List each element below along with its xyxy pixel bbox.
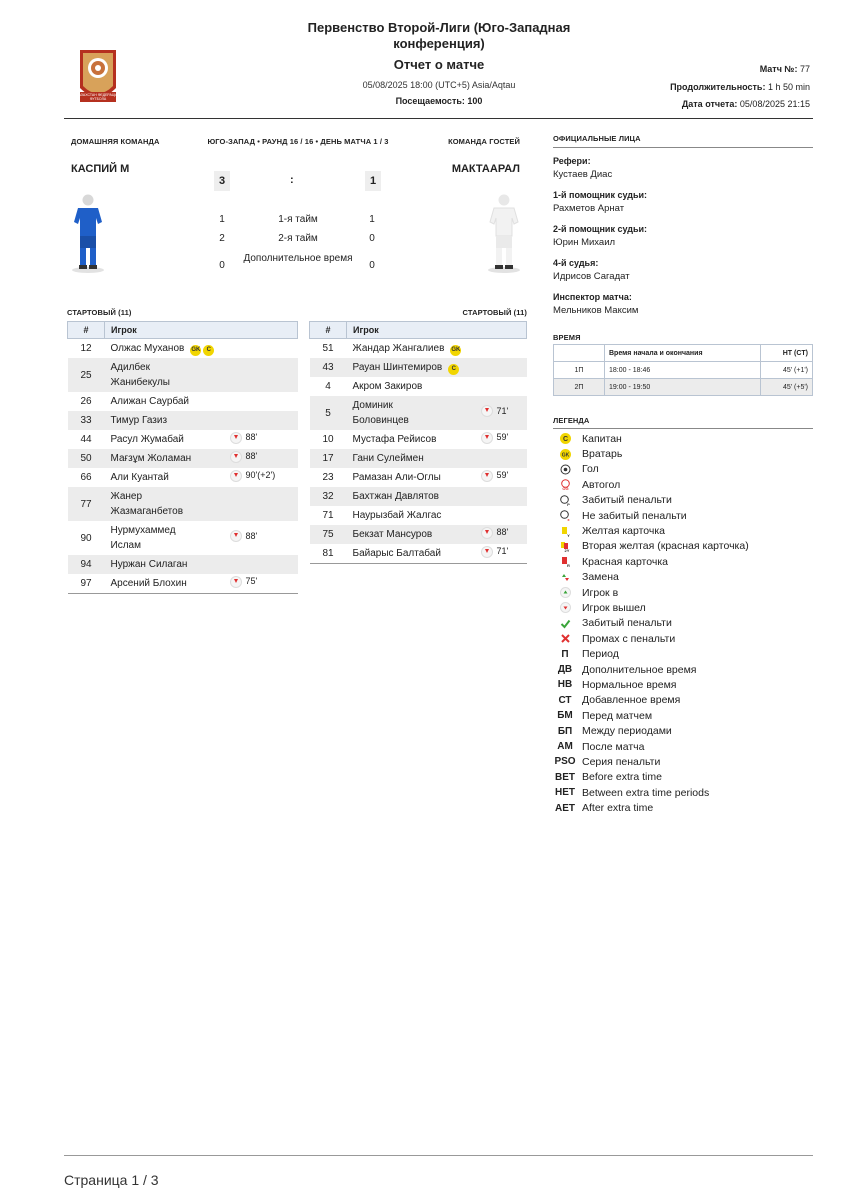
player-name-cell xyxy=(347,430,481,449)
event-minute: 88' xyxy=(245,530,258,541)
player-event-cell xyxy=(481,449,527,468)
yellow-card-icon xyxy=(553,526,577,537)
legend-text: Не забитый пенальти xyxy=(582,509,687,522)
col-ht: HT (CT) xyxy=(760,345,812,362)
player-number: 23 xyxy=(322,472,334,483)
time-table xyxy=(553,344,813,396)
player-event-cell xyxy=(481,358,527,377)
legend-text: Игрок в xyxy=(582,586,619,599)
time-period: 1П xyxy=(554,362,605,379)
player-out-icon xyxy=(481,432,493,444)
player-name-cell xyxy=(347,487,481,506)
player-out-icon xyxy=(481,527,493,539)
player-event-cell xyxy=(230,358,298,392)
player-event-cell xyxy=(481,506,527,525)
player-number: 71 xyxy=(322,510,334,521)
score-separator: : xyxy=(290,174,294,186)
official-entry xyxy=(553,155,813,181)
player-name: Адилбек Жанибекулы xyxy=(110,362,170,388)
player-row xyxy=(310,377,527,396)
player-event-cell xyxy=(481,487,527,506)
player-row xyxy=(310,358,527,377)
penalty-missed-icon xyxy=(553,510,577,521)
player-row xyxy=(68,449,298,468)
legend-item xyxy=(553,646,813,661)
player-out-icon xyxy=(230,530,242,542)
svg-text:x: x xyxy=(566,517,570,522)
red-card-icon xyxy=(553,556,577,567)
legend-item xyxy=(553,493,813,508)
legend-item xyxy=(553,570,813,585)
player-event-cell xyxy=(230,555,298,574)
player-name: Доминик Боловинцев xyxy=(352,400,409,426)
legend-text: После матча xyxy=(582,740,645,753)
player-name-cell xyxy=(105,411,230,430)
time-title: ВРЕМЯ xyxy=(553,333,581,342)
player-name-cell xyxy=(347,358,481,377)
match-number: Матч №: 77 xyxy=(759,64,810,74)
legend-abbr: НВ xyxy=(557,679,573,691)
away-lineup-table xyxy=(309,321,527,564)
player-name: Байарыс Балтабай xyxy=(352,548,441,559)
player-event-cell xyxy=(230,487,298,521)
player-name: Гани Сулеймен xyxy=(352,453,424,464)
legend-item xyxy=(553,446,813,461)
player-name-cell xyxy=(105,339,230,359)
player-row xyxy=(310,339,527,359)
col-number: # xyxy=(68,322,105,339)
player-number: 12 xyxy=(80,343,92,354)
player-number: 94 xyxy=(68,555,105,574)
period-label-2: 2-я тайм xyxy=(278,233,318,244)
period-label-3: Дополнительное время xyxy=(243,253,353,264)
legend-abbr: СТ xyxy=(558,694,572,706)
player-number: 33 xyxy=(68,411,105,430)
player-name-cell xyxy=(105,574,230,594)
time-ht: 45' (+5') xyxy=(760,379,812,396)
period-away-3: 0 xyxy=(369,260,375,271)
legend-abbr: АМ xyxy=(557,741,573,752)
official-entry xyxy=(553,291,813,317)
legend-item xyxy=(553,693,813,708)
player-row xyxy=(310,525,527,544)
period-home-3: 0 xyxy=(219,260,225,271)
page-title: Первенство Второй-Лиги (Юго-Западная конференция) xyxy=(307,20,571,51)
player-number: 43 xyxy=(310,358,347,377)
match-duration: Продолжительность: 1 h 50 min xyxy=(670,82,810,92)
away-kit-icon xyxy=(486,192,522,279)
legend-text: Серия пенальти xyxy=(582,755,661,768)
player-row xyxy=(68,555,298,574)
player-out-event xyxy=(481,525,509,540)
second-yellow-icon xyxy=(553,541,577,552)
player-event-cell xyxy=(481,339,527,359)
player-out-icon xyxy=(230,432,242,444)
player-name-cell xyxy=(347,449,481,468)
legend-item xyxy=(553,585,813,600)
player-row xyxy=(310,468,527,487)
match-datetime: 05/08/2025 18:00 (UTC+5) Asia/Aqtau xyxy=(362,80,516,90)
player-number: 75 xyxy=(310,525,347,544)
time-row xyxy=(554,379,813,396)
legend-text: Дополнительное время xyxy=(582,663,697,676)
legend-item xyxy=(553,770,813,785)
player-name-cell xyxy=(347,468,481,487)
goalkeeper-badge-icon: GK xyxy=(190,345,201,356)
home-lineup-label: СТАРТОВЫЙ (11) xyxy=(67,308,132,317)
time-period: 2П xyxy=(554,379,605,396)
shootout-missed-icon xyxy=(553,633,577,644)
officials-title: ОФИЦИАЛЬНЫЕ ЛИЦА xyxy=(553,134,641,143)
player-event-cell xyxy=(230,468,298,487)
player-number: 81 xyxy=(322,548,334,559)
time-range: 19:00 - 19:50 xyxy=(605,379,761,396)
player-name-cell xyxy=(105,555,230,574)
player-number: 25 xyxy=(68,358,105,392)
player-out-icon xyxy=(230,451,242,463)
player-name: Наурызбай Жалгас xyxy=(352,510,442,521)
official-role: 4-й судья: xyxy=(553,258,599,268)
player-name: Арсений Блохин xyxy=(110,578,187,589)
player-row xyxy=(310,506,527,525)
player-number: 10 xyxy=(322,434,334,445)
player-name-cell xyxy=(105,358,230,392)
time-row xyxy=(554,362,813,379)
home-team-name: КАСПИЙ М xyxy=(71,163,130,175)
official-role: Инспектор матча: xyxy=(553,292,632,302)
official-name: Кустаев Диас xyxy=(553,169,613,180)
player-in-icon xyxy=(553,587,577,598)
player-row xyxy=(68,468,298,487)
col-player: Игрок xyxy=(105,322,298,339)
home-team-label: ДОМАШНЯЯ КОМАНДА xyxy=(71,137,160,146)
legend-text: Добавленное время xyxy=(582,694,681,707)
player-name-cell xyxy=(347,506,481,525)
player-name-cell xyxy=(347,339,481,359)
legend-item xyxy=(553,631,813,646)
legend-text: Забитый пенальти xyxy=(582,617,672,630)
player-name-cell xyxy=(105,392,230,411)
player-row xyxy=(68,392,298,411)
legend-text: Забитый пенальти xyxy=(582,494,672,507)
legend-text: Период xyxy=(582,648,619,661)
player-out-icon xyxy=(553,602,577,613)
legend-title: ЛЕГЕНДА xyxy=(553,416,590,425)
player-name: Нурмухаммед Ислам xyxy=(110,525,176,551)
home-kit-icon xyxy=(70,192,106,279)
legend-text: After extra time xyxy=(582,802,654,815)
player-row xyxy=(68,521,298,555)
official-role: 1-й помощник судьи: xyxy=(553,190,648,200)
player-event-cell xyxy=(230,574,298,594)
legend-item xyxy=(553,554,813,569)
player-row xyxy=(310,544,527,564)
legend-abbr: AET xyxy=(555,802,575,814)
legend-text: Between extra time periods xyxy=(582,786,710,799)
legend-text: Вторая желтая (красная карточка) xyxy=(582,540,749,553)
event-minute: 59' xyxy=(496,470,509,481)
event-minute: 88' xyxy=(245,451,258,462)
player-out-icon xyxy=(481,546,493,558)
legend-item xyxy=(553,462,813,477)
header-divider xyxy=(64,118,813,119)
player-out-icon xyxy=(481,405,493,417)
player-row xyxy=(310,449,527,468)
legend-abbr: БП xyxy=(557,725,573,737)
player-out-icon xyxy=(230,576,242,588)
col-number: # xyxy=(310,322,347,339)
period-home-1: 1 xyxy=(219,214,225,225)
player-number: 97 xyxy=(80,578,92,589)
legend-text: Желтая карточка xyxy=(582,525,666,538)
legend-item xyxy=(553,431,813,446)
player-number: 17 xyxy=(310,449,347,468)
player-name: Бахтжан Давлятов xyxy=(352,491,439,502)
legend-item xyxy=(553,616,813,631)
svg-text:P: P xyxy=(566,501,570,506)
player-event-cell xyxy=(230,449,298,468)
player-out-icon xyxy=(481,470,493,482)
player-out-event xyxy=(230,529,258,544)
official-entry xyxy=(553,257,813,283)
svg-text:OG: OG xyxy=(561,486,569,491)
player-number: 4 xyxy=(325,381,331,392)
goalkeeper-badge-icon: GK xyxy=(450,345,461,356)
event-minute: 59' xyxy=(496,432,509,443)
event-minute: 88' xyxy=(245,432,258,443)
event-minute: 71' xyxy=(496,405,509,416)
player-out-event xyxy=(230,468,276,483)
event-minute: 71' xyxy=(496,546,509,557)
official-name: Идрисов Сагадат xyxy=(553,271,630,282)
captain-badge-icon: C xyxy=(448,364,459,375)
away-team-name: МАКТААРАЛ xyxy=(451,163,520,175)
player-out-event xyxy=(230,574,258,589)
player-row xyxy=(68,339,298,359)
legend-divider xyxy=(553,428,813,429)
player-event-cell xyxy=(230,521,298,555)
legend-item xyxy=(553,662,813,677)
official-entry xyxy=(553,223,813,249)
svg-text:R: R xyxy=(566,563,570,568)
substitution-icon xyxy=(553,572,577,583)
player-name-cell xyxy=(347,377,481,396)
player-name: Расул Жумабай xyxy=(110,434,184,445)
report-date: Дата отчета: 05/08/2025 21:15 xyxy=(681,99,810,109)
player-out-event xyxy=(481,404,509,419)
player-event-cell xyxy=(230,430,298,449)
legend-abbr: ДВ xyxy=(557,664,573,676)
player-number: 66 xyxy=(80,472,92,483)
player-name: Мустафа Рейисов xyxy=(352,434,437,445)
player-name-cell xyxy=(347,396,481,430)
player-name-cell xyxy=(347,525,481,544)
player-name-cell xyxy=(105,468,230,487)
legend-item xyxy=(553,800,813,815)
player-number: 50 xyxy=(68,449,105,468)
player-name: Нуржан Силаган xyxy=(110,559,188,570)
player-number: 32 xyxy=(310,487,347,506)
player-name: Жандар Жангалиев xyxy=(352,343,445,354)
event-minute: 88' xyxy=(496,527,509,538)
player-number: 26 xyxy=(80,396,92,407)
legend-text: Промах с пенальти xyxy=(582,632,676,645)
legend-text: Before extra time xyxy=(582,771,662,784)
away-team-label: КОМАНДА ГОСТЕЙ xyxy=(448,137,520,146)
legend-item xyxy=(553,523,813,538)
legend-text: Между периодами xyxy=(582,725,672,738)
player-row xyxy=(310,487,527,506)
player-number: 90 xyxy=(80,532,92,544)
period-label-1: 1-я тайм xyxy=(278,214,318,225)
player-number: 77 xyxy=(68,487,105,521)
penalty-scored-icon xyxy=(553,495,577,506)
legend-text: Гол xyxy=(582,463,599,476)
period-away-1: 1 xyxy=(369,214,375,225)
round-info: ЮГО-ЗАПАД • РАУНД 16 / 16 • ДЕНЬ МАТЧА 1 / 3 xyxy=(207,137,389,146)
legend-abbr: БМ xyxy=(557,710,573,722)
player-name: Али Куантай xyxy=(110,472,169,483)
legend-abbr: HET xyxy=(555,787,575,799)
shootout-scored-icon xyxy=(553,618,577,629)
player-name: Олжас Муханов xyxy=(110,343,185,354)
officials-list xyxy=(553,155,813,325)
player-out-event xyxy=(481,468,509,483)
home-score: 3 xyxy=(214,171,230,191)
player-name: Акром Закиров xyxy=(352,381,423,392)
col-player: Игрок xyxy=(347,322,527,339)
time-ht: 45' (+1') xyxy=(760,362,812,379)
goalkeeper-icon xyxy=(553,449,577,460)
attendance: Посещаемость: 100 xyxy=(395,96,483,106)
legend-text: Игрок вышел xyxy=(582,601,646,614)
page-number: Страница 1 / 3 xyxy=(64,1172,159,1188)
legend-abbr: BET xyxy=(555,771,575,783)
player-name: Жанер Жазмаганбетов xyxy=(110,491,184,517)
legend-text: Нормальное время xyxy=(582,678,677,691)
player-event-cell xyxy=(481,430,527,449)
legend-list xyxy=(553,431,813,816)
report-subtitle: Отчет о матче xyxy=(393,57,485,72)
legend-abbr: П xyxy=(561,648,569,660)
svg-text:2Y: 2Y xyxy=(564,547,569,552)
legend-text: Вратарь xyxy=(582,448,623,461)
legend-item xyxy=(553,508,813,523)
away-lineup-label: СТАРТОВЫЙ (11) xyxy=(462,308,527,317)
player-event-cell xyxy=(230,411,298,430)
legend-text: Красная карточка xyxy=(582,555,668,568)
player-row xyxy=(68,358,298,392)
svg-text:Y: Y xyxy=(566,532,570,537)
player-name-cell xyxy=(105,521,230,555)
captain-icon xyxy=(553,433,577,444)
player-out-event xyxy=(481,430,509,445)
captain-badge-icon: C xyxy=(203,345,214,356)
official-name: Юрин Михаил xyxy=(553,237,616,248)
player-number: 5 xyxy=(310,396,347,430)
goal-icon xyxy=(553,464,577,475)
legend-item xyxy=(553,539,813,554)
officials-divider xyxy=(553,147,813,148)
player-name: Мағзұм Жоламан xyxy=(110,453,192,464)
legend-item xyxy=(553,600,813,615)
player-row xyxy=(68,411,298,430)
logo-text: КАЗАХСТАН ФЕДЕРАЦИЯ ФУТБОЛА xyxy=(76,93,120,101)
player-number: 51 xyxy=(322,343,334,354)
player-event-cell xyxy=(230,339,298,359)
player-out-event xyxy=(230,449,258,464)
legend-text: Автогол xyxy=(582,478,621,491)
svg-text:GK: GK xyxy=(561,452,569,459)
player-name-cell xyxy=(347,544,481,564)
player-event-cell xyxy=(481,396,527,430)
legend-item xyxy=(553,785,813,800)
official-name: Мельников Максим xyxy=(553,305,639,316)
official-name: Рахметов Арнат xyxy=(553,203,625,214)
home-lineup-table xyxy=(67,321,298,594)
player-row xyxy=(68,430,298,449)
legend-item xyxy=(553,708,813,723)
official-entry xyxy=(553,189,813,215)
player-row xyxy=(68,487,298,521)
player-name-cell xyxy=(105,487,230,521)
legend-item xyxy=(553,739,813,754)
legend-item xyxy=(553,723,813,738)
legend-item xyxy=(553,677,813,692)
legend-text: Замена xyxy=(582,571,619,584)
legend-text: Перед матчем xyxy=(582,709,653,722)
player-number: 44 xyxy=(80,434,92,445)
col-range: Время начала и окончания xyxy=(605,345,761,362)
period-away-2: 0 xyxy=(369,233,375,244)
player-event-cell xyxy=(481,468,527,487)
player-name: Алижан Саурбай xyxy=(110,396,190,407)
player-row xyxy=(310,430,527,449)
footer-divider xyxy=(64,1155,813,1156)
player-name: Рамазан Али-Оглы xyxy=(352,472,441,483)
official-role: Рефери: xyxy=(553,156,591,166)
player-event-cell xyxy=(481,544,527,564)
event-minute: 90'(+2') xyxy=(245,470,276,481)
legend-text: Капитан xyxy=(582,432,622,445)
player-row xyxy=(310,396,527,430)
player-event-cell xyxy=(230,392,298,411)
player-event-cell xyxy=(481,377,527,396)
player-out-event xyxy=(230,430,258,445)
player-name: Рауан Шинтемиров xyxy=(352,362,443,373)
player-name-cell xyxy=(105,430,230,449)
svg-text:C: C xyxy=(562,436,568,444)
player-name: Тимур Газиз xyxy=(110,415,168,426)
period-home-2: 2 xyxy=(219,233,225,244)
event-minute: 75' xyxy=(245,576,258,587)
official-role: 2-й помощник судьи: xyxy=(553,224,648,234)
player-out-icon xyxy=(230,470,242,482)
legend-item xyxy=(553,477,813,492)
own-goal-icon xyxy=(553,479,577,490)
player-name: Бекзат Мансуров xyxy=(352,529,433,540)
player-event-cell xyxy=(481,525,527,544)
legend-item xyxy=(553,754,813,769)
player-out-event xyxy=(481,544,509,559)
col-period xyxy=(554,345,605,362)
away-score: 1 xyxy=(365,171,381,191)
player-row xyxy=(68,574,298,594)
time-range: 18:00 - 18:46 xyxy=(605,362,761,379)
legend-abbr: PSO xyxy=(554,756,576,768)
player-name-cell xyxy=(105,449,230,468)
